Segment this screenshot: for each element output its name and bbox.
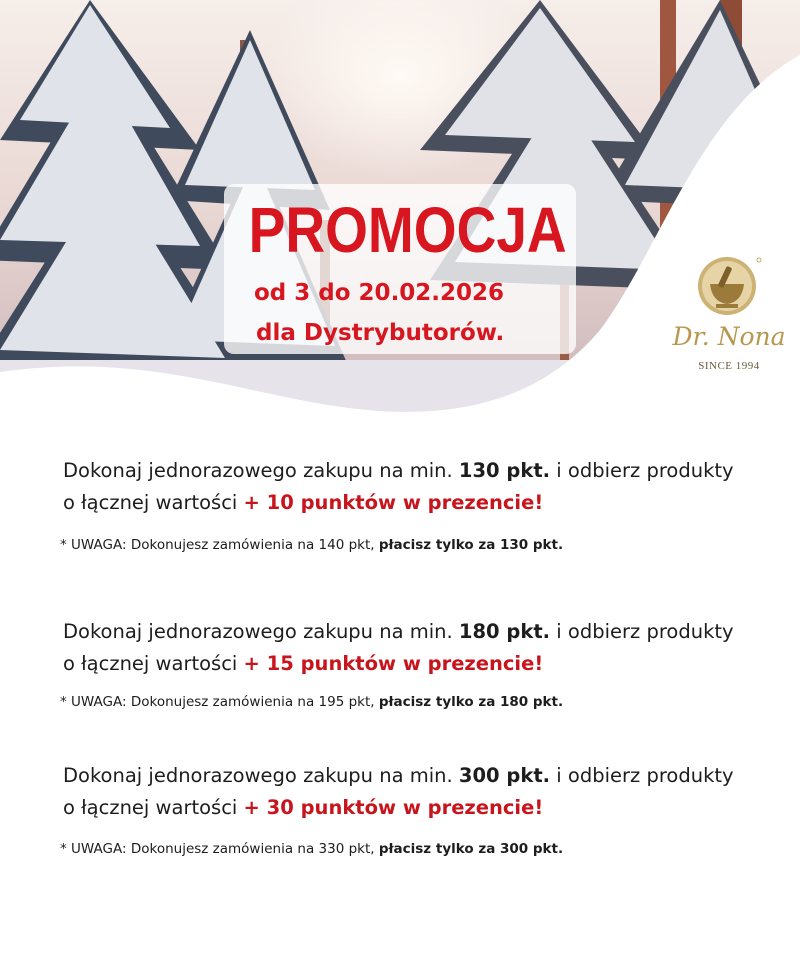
offer-text: Dokonaj jednorazowego zakupu na min.	[63, 764, 453, 787]
offer-text: Dokonaj jednorazowego zakupu na min.	[63, 620, 453, 643]
offer-text: o łącznej wartości	[63, 491, 238, 514]
offer-text: i odbierz produkty	[556, 620, 734, 643]
promo-box	[224, 184, 576, 354]
offer-text: i odbierz produkty	[556, 459, 734, 482]
offer-line-2	[63, 648, 783, 680]
offer-bonus: + 15 punktów w prezencie!	[243, 652, 544, 675]
note-text: * UWAGA: Dokonujesz zamówienia na 195 pkt,	[60, 694, 375, 710]
promo-dates: od 3 do 20.02.2026	[254, 280, 505, 306]
offer-block-3	[63, 760, 783, 824]
brand-since: SINCE 1994	[698, 360, 760, 372]
offer-note-3	[60, 841, 563, 857]
offer-bonus: + 30 punktów w prezencie!	[243, 796, 544, 819]
brand-name: Dr. Nona	[672, 322, 786, 351]
brand-logo	[670, 256, 788, 380]
offer-block-1	[63, 455, 783, 519]
offer-line-1	[63, 455, 783, 487]
hero-banner	[0, 0, 800, 420]
offer-text: o łącznej wartości	[63, 652, 238, 675]
offer-bonus: + 10 punktów w prezencie!	[243, 491, 544, 514]
offer-text: Dokonaj jednorazowego zakupu na min.	[63, 459, 453, 482]
offer-note-2	[60, 694, 563, 710]
note-bold-text: płacisz tylko za 300 pkt.	[378, 841, 564, 857]
offer-block-2	[63, 616, 783, 680]
offer-note-1	[60, 537, 563, 553]
offer-amount: 130 pkt.	[458, 459, 551, 482]
mortar-emblem-icon	[670, 256, 788, 322]
note-bold-text: płacisz tylko za 130 pkt.	[378, 537, 564, 553]
promo-title: PROMOCJA	[248, 194, 567, 266]
offer-amount: 180 pkt.	[458, 620, 551, 643]
promo-audience: dla Dystrybutorów.	[256, 320, 505, 346]
offer-text: o łącznej wartości	[63, 796, 238, 819]
offer-line-1	[63, 760, 783, 792]
offer-amount: 300 pkt.	[458, 764, 551, 787]
offer-text: i odbierz produkty	[556, 764, 734, 787]
note-text: * UWAGA: Dokonujesz zamówienia na 330 pkt,	[60, 841, 375, 857]
offer-line-1	[63, 616, 783, 648]
note-text: * UWAGA: Dokonujesz zamówienia na 140 pkt,	[60, 537, 375, 553]
offer-line-2	[63, 792, 783, 824]
note-bold-text: płacisz tylko za 180 pkt.	[378, 694, 564, 710]
offer-line-2	[63, 487, 783, 519]
